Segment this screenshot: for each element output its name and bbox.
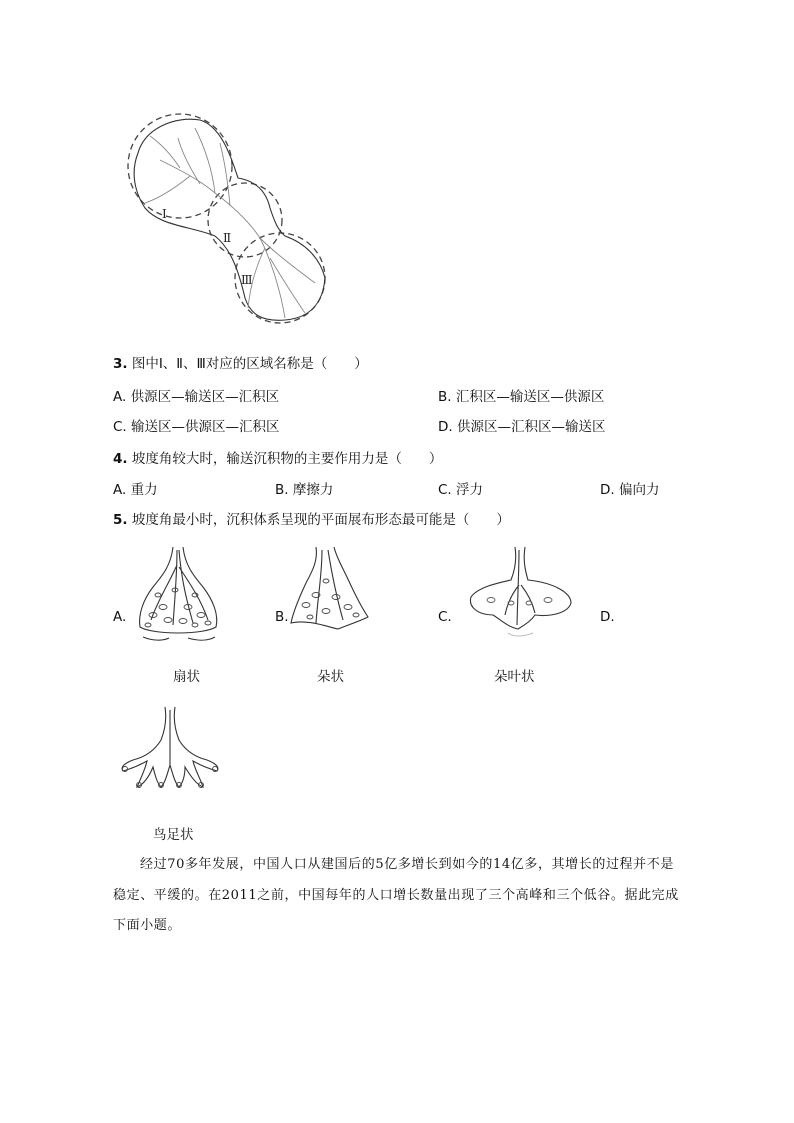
question-4 xyxy=(113,447,442,467)
lobe-deposit-figure xyxy=(288,545,373,635)
option-4c[interactable] xyxy=(438,478,483,498)
drainage-basin-figure xyxy=(120,108,340,333)
figure-option-c[interactable]: C. xyxy=(438,609,452,625)
option-text: 供源区—汇积区—输送区 xyxy=(456,419,606,435)
figure-option-b[interactable]: B. xyxy=(275,609,289,625)
figure-caption-d: 鸟足状 xyxy=(153,827,194,843)
option-letter: D. xyxy=(438,419,453,435)
option-text: 输送区—供源区—汇积区 xyxy=(131,419,280,435)
figure-caption-b: 朵状 xyxy=(317,669,344,685)
question-number: 5. xyxy=(113,512,128,528)
option-4d[interactable] xyxy=(600,478,659,498)
zone-label-ii: Ⅱ xyxy=(223,231,232,245)
option-text: 偏向力 xyxy=(618,482,660,498)
option-4a[interactable] xyxy=(113,478,158,498)
question-number: 4. xyxy=(113,451,128,467)
lobate-leaf-deposit-figure xyxy=(463,545,578,640)
option-3a[interactable] xyxy=(113,385,279,405)
option-text: 摩擦力 xyxy=(292,482,334,498)
zone-circle-i xyxy=(128,114,232,218)
figure-caption-a: 扇状 xyxy=(173,669,200,685)
question-stem: 坡度角较大时，输送沉积物的主要作用力是（ ） xyxy=(131,451,443,467)
fan-deposit-figure xyxy=(133,545,223,645)
question-stem: 坡度角最小时，沉积体系呈现的平面展布形态最可能是（ ） xyxy=(131,512,510,528)
option-text: 重力 xyxy=(130,482,158,498)
figure-option-d[interactable]: D. xyxy=(600,609,615,625)
option-letter: A. xyxy=(113,389,127,405)
bird-foot-deposit-figure xyxy=(115,705,225,795)
question-3 xyxy=(113,352,368,372)
option-letter: A. xyxy=(113,482,127,498)
paragraph-line-1: 经过70多年发展，中国人口从建国后的5亿多增长到如今的14亿多，其增长的过程并不是 xyxy=(140,857,674,872)
option-text: 浮力 xyxy=(456,482,484,498)
option-4b[interactable] xyxy=(275,478,333,498)
question-5 xyxy=(113,508,510,528)
paragraph-line-3: 下面小题。 xyxy=(113,918,182,933)
option-3b[interactable] xyxy=(438,385,604,405)
option-letter: C. xyxy=(438,482,452,498)
option-3c[interactable] xyxy=(113,415,280,435)
option-letter: D. xyxy=(600,482,615,498)
figure-caption-c: 朵叶状 xyxy=(494,669,535,685)
figure-option-a[interactable]: A. xyxy=(113,609,127,625)
option-3d[interactable] xyxy=(438,415,605,435)
question-number: 3. xyxy=(113,356,128,372)
question-stem: 图中Ⅰ、Ⅱ、Ⅲ对应的区域名称是（ ） xyxy=(131,356,368,372)
option-text: 汇积区—输送区—供源区 xyxy=(455,389,605,405)
zone-label-iii: Ⅲ xyxy=(241,273,253,287)
option-letter: B. xyxy=(275,482,289,498)
zone-label-i: Ⅰ xyxy=(162,207,167,221)
option-text: 供源区—输送区—汇积区 xyxy=(130,389,280,405)
option-letter: B. xyxy=(438,389,452,405)
paragraph-line-2: 稳定、平缓的。在2011之前，中国每年的人口增长数量出现了三个高峰和三个低谷。据此完成 xyxy=(113,888,679,903)
option-letter: C. xyxy=(113,419,127,435)
